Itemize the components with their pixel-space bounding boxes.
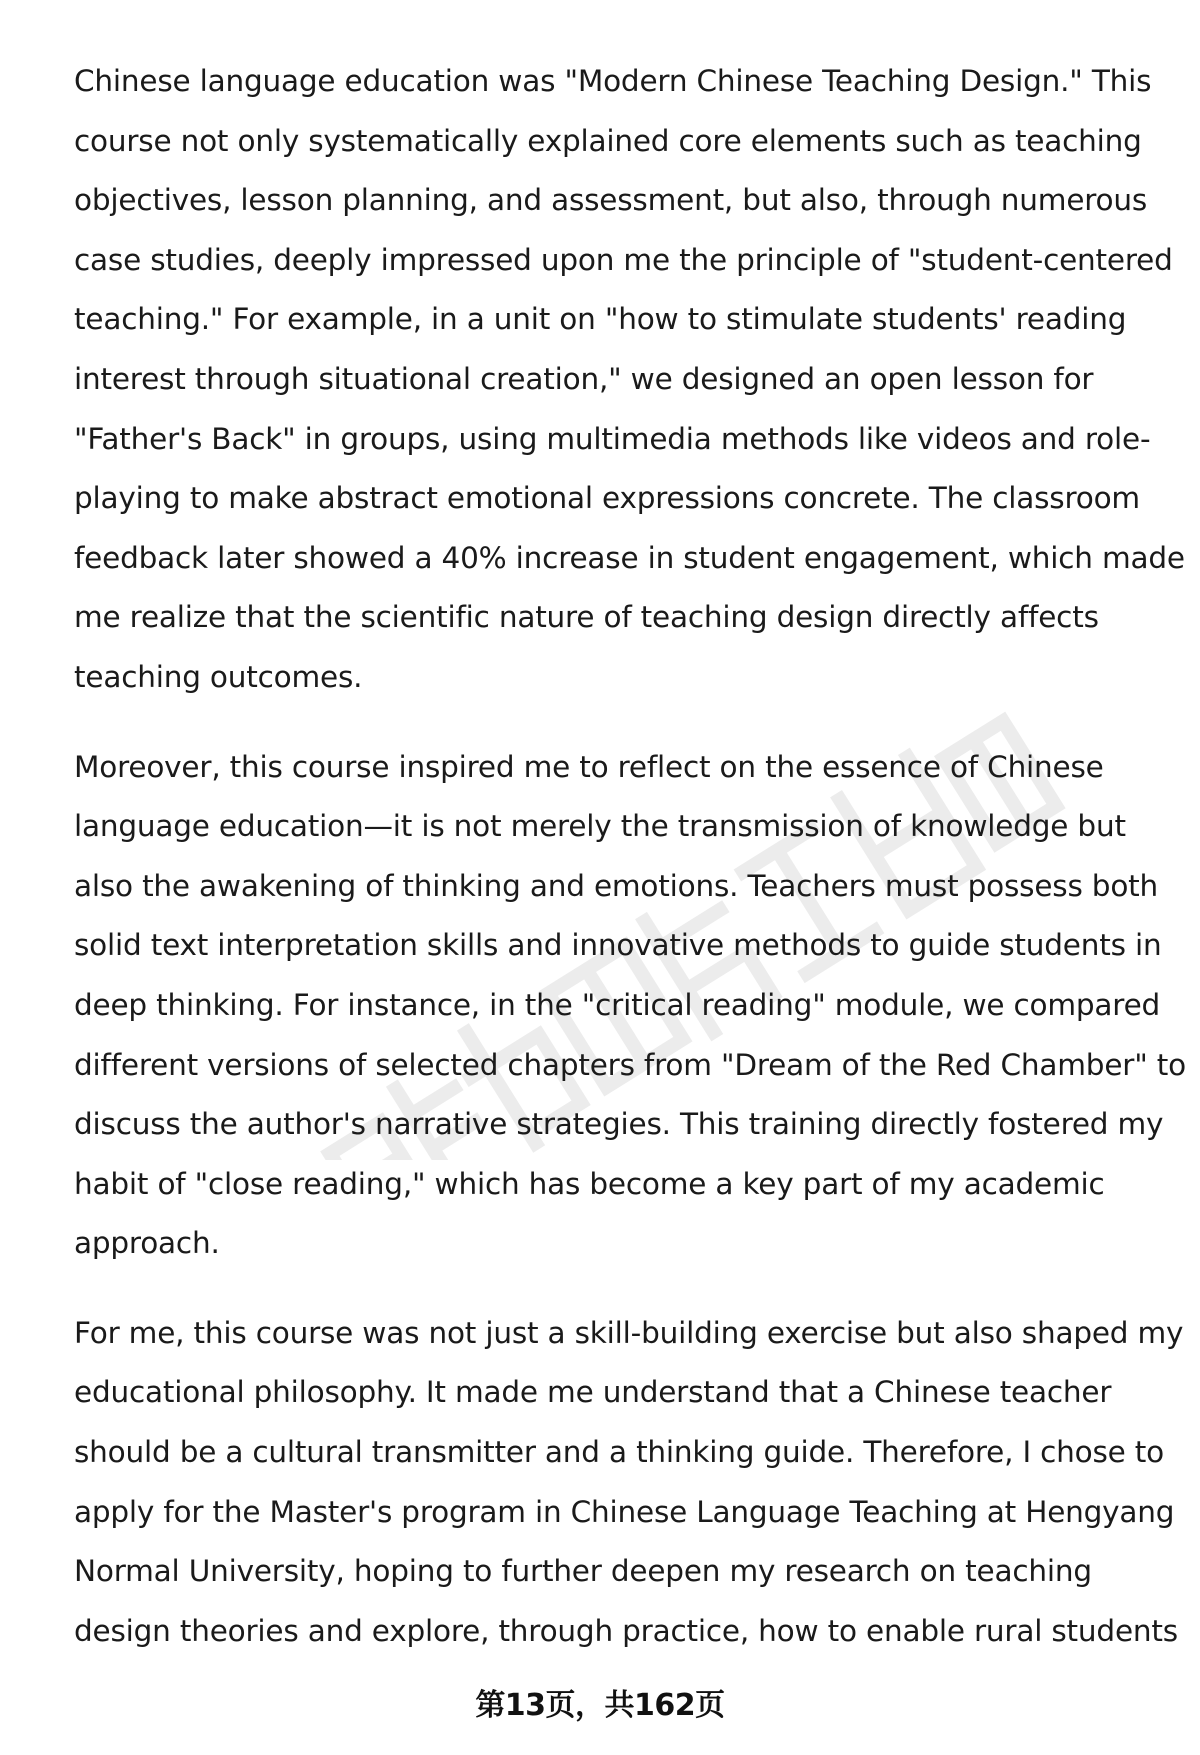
- text-line: habit of "close reading," which has become a key part of my academic: [74, 1166, 1105, 1201]
- text-line: feedback later showed a 40% increase in student engagement, which made: [74, 540, 1185, 575]
- text-line: language education—it is not merely the transmission of knowledge but: [74, 809, 1126, 844]
- text-line: teaching outcomes.: [74, 659, 363, 694]
- text-line: deep thinking. For instance, in the "critical reading" module, we compared: [74, 987, 1161, 1022]
- text-line: Chinese language education was "Modern Chinese Teaching Design." This: [74, 64, 1152, 98]
- paragraph-1: [74, 52, 1185, 708]
- body-text: [74, 52, 1186, 1691]
- text-line: me realize that the scientific nature of teaching design directly affects: [74, 600, 1099, 635]
- text-line: Normal University, hoping to further deepen my research on teaching: [74, 1554, 1092, 1589]
- text-line: objectives, lesson planning, and assessment, but also, through numerous: [74, 183, 1148, 218]
- text-line: playing to make abstract emotional expressions concrete. The classroom: [74, 481, 1140, 516]
- text-line: teaching." For example, in a unit on "how to stimulate students' reading: [74, 302, 1127, 337]
- text-line: Moreover, this course inspired me to reflect on the essence of Chinese: [74, 749, 1104, 784]
- text-line: case studies, deeply impressed upon me the principle of "student-centered: [74, 242, 1173, 277]
- text-line: interest through situational creation," we designed an open lesson for: [74, 361, 1094, 396]
- text-line: For me, this course was not just a skill-building exercise but also shaped my: [74, 1315, 1184, 1350]
- text-line: discuss the author's narrative strategies. This training directly fostered my: [74, 1107, 1164, 1142]
- page-number-footer: 第13页，共162页: [475, 1688, 725, 1723]
- text-line: course not only systematically explained core elements such as teaching: [74, 123, 1142, 158]
- text-line: solid text interpretation skills and innovative methods to guide students in: [74, 928, 1162, 963]
- text-line: design theories and explore, through practice, how to enable rural students: [74, 1613, 1178, 1648]
- text-line: should be a cultural transmitter and a thinking guide. Therefore, I chose to: [74, 1435, 1165, 1470]
- paragraph-2: [74, 738, 1186, 1274]
- text-line: "Father's Back" in groups, using multimedia methods like videos and role-: [74, 421, 1151, 456]
- text-line: apply for the Master's program in Chinese Language Teaching at Hengyang: [74, 1494, 1175, 1529]
- text-line: approach.: [74, 1226, 220, 1261]
- text-line: also the awakening of thinking and emotions. Teachers must possess both: [74, 868, 1159, 903]
- text-line: different versions of selected chapters from "Dream of the Red Chamber" to: [74, 1047, 1186, 1082]
- paragraph-3: [74, 1304, 1184, 1662]
- text-line: educational philosophy. It made me understand that a Chinese teacher: [74, 1375, 1112, 1410]
